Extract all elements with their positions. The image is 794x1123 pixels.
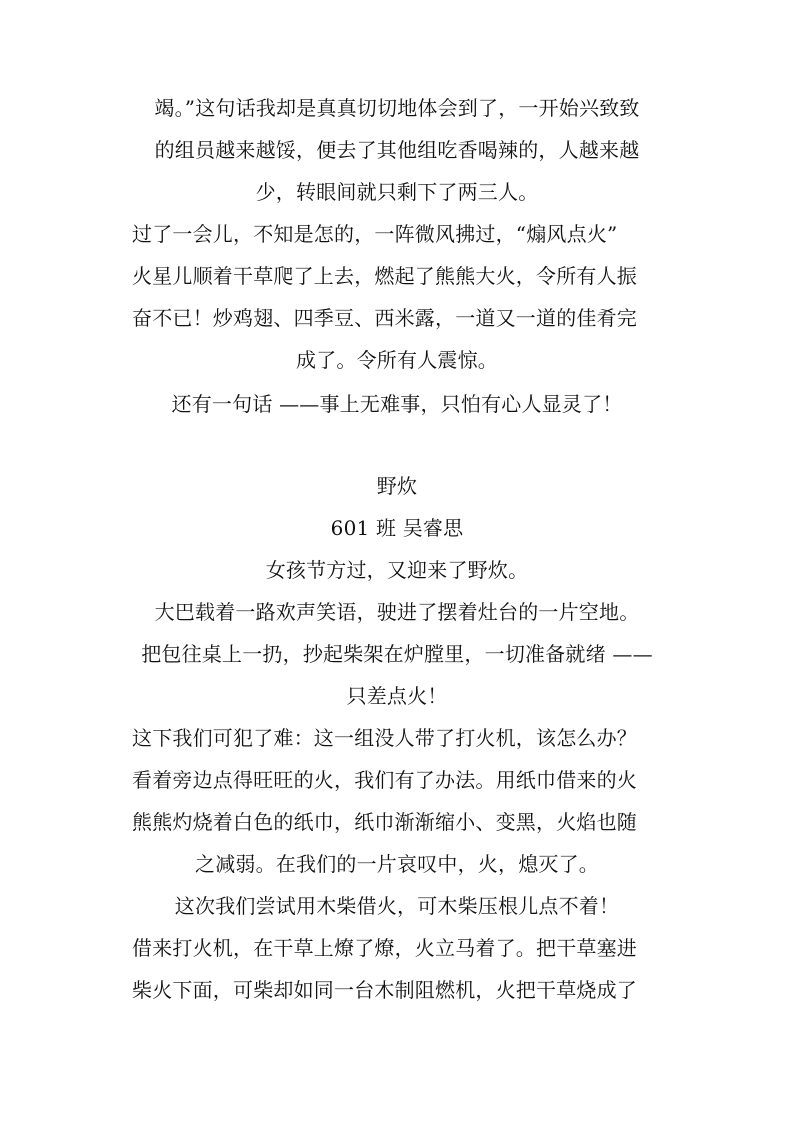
text-line: 看着旁边点得旺旺的火，我们有了办法。用纸巾借来的火 xyxy=(132,768,637,792)
text-line: 把包往桌上一扔，抄起柴架在炉膛里，一切准备就绪 —— xyxy=(141,642,653,666)
text-line: 过了一会儿，不知是怎的，一阵微风拂过，“煽风点火” xyxy=(132,222,618,246)
article-author: 601 班 吴睿思 xyxy=(330,516,464,540)
text-line: 这次我们尝试用木柴借火，可木柴压根儿点不着！ xyxy=(174,894,620,918)
text-line: 还有一句话 ——事上无难事，只怕有心人显灵了！ xyxy=(171,392,623,416)
article-title: 野炊 xyxy=(376,474,418,498)
text-line: 之减弱。在我们的一片哀叹中，火，熄灭了。 xyxy=(195,852,599,876)
text-line: 大巴载着一路欢声笑语，驶进了摆着灶台的一片空地。 xyxy=(154,600,640,624)
text-line: 的组员越来越馁，便去了其他组吃香喝辣的，人越来越 xyxy=(154,138,640,162)
text-line: 成了。令所有人震惊。 xyxy=(296,348,498,372)
text-line: 柴火下面，可柴却如同一台木制阻燃机，火把干草烧成了 xyxy=(132,978,637,1002)
text-line: 这下我们可犯了难：这一组没人带了打火机，该怎么办？ xyxy=(132,726,637,750)
text-line: 熊熊灼烧着白色的纸巾，纸巾渐渐缩小、变黑，火焰也随 xyxy=(132,810,637,834)
text-line: 少，转眼间就只剩下了两三人。 xyxy=(255,180,539,204)
text-line: 借来打火机，在干草上燎了燎，火立马着了。把干草塞进 xyxy=(132,936,637,960)
text-line: 奋不已！炒鸡翅、四季豆、西米露，一道又一道的佳肴完 xyxy=(132,306,637,330)
text-line: 只差点火！ xyxy=(346,684,448,708)
text-line: 火星儿顺着干草爬了上去，燃起了熊熊大火，令所有人振 xyxy=(132,264,637,288)
text-line: 竭。”这句话我却是真真切切地体会到了，一开始兴致致 xyxy=(154,96,640,120)
text-line: 女孩节方过，又迎来了野炊。 xyxy=(265,558,529,582)
